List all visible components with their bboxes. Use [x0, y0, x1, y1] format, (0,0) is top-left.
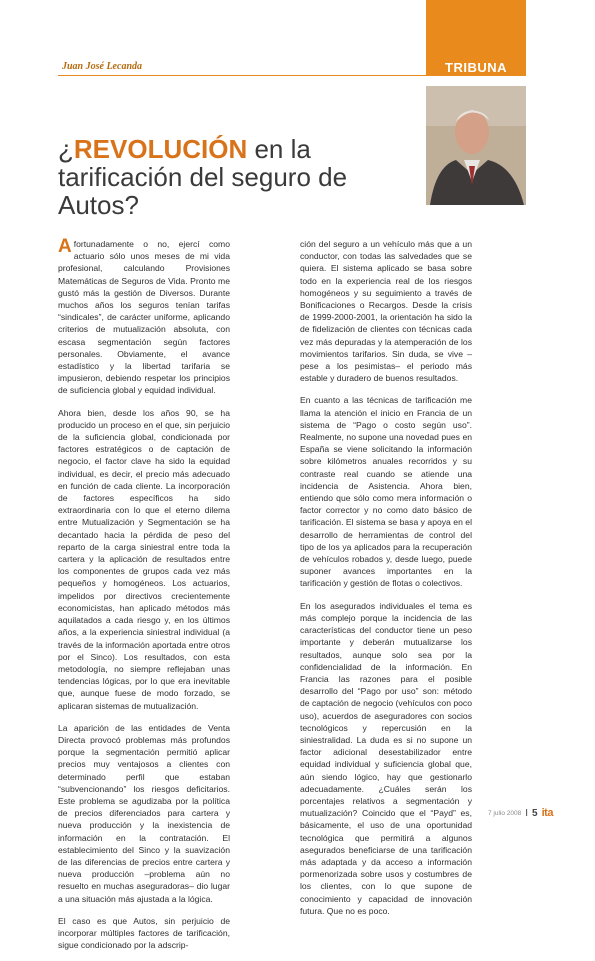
title-prefix: ¿	[58, 134, 74, 165]
title-highlight: REVOLUCIÓN	[73, 134, 248, 165]
paragraph: ción del seguro a un vehículo más que a un conductor, con todas las salvedades que se quiera. El sistema aplicado se basa sobre todo en la experiencia real de los riesgos homogéneos y su seguimiento a través de Bonificaciones o Recargos. Desde la crisis de 1999-2000-2001, la orientación ha sido la de fidelización de clientes con técnicas cada vez más depuradas y la atemperación de los movimientos tarifarios. Sin duda, se vive –pese a los pesimistas– el periodo más estable y duradero de buenos resultados.	[300, 239, 472, 384]
paragraph: Ahora bien, desde los años 90, se ha producido un proceso en el que, sin perjuicio de la suficiencia global, condicionada por factores estratégicos o de captación de negocio, el factor clave ha sido la equidad individual, es decir, el precio más adecuado en función de cada cliente. La incorporación de factores específicos ha sido extraordinaria con lo que el eterno dilema entre Mutualización y Segmentación se ha decantado hacia la pérdida de peso del reparto de la carga siniestral entre toda la cartera y la aplicación de resultados entre los componentes de grupos cada vez más pequeños y homogéneos. Los actuarios, impelidos por directivos crecientemente economicistas, han aplicado métodos más aquilatados a cada riesgo y, en los últimos años, a la experiencia siniestral individual (a través de la información aportada entre otros por el Sinco). Los resultados, con esta metodología, no siempre reflejaban unas tendencias lógicas, por lo que era inevitable que, aunque fuese de modo forzado, se aplicaran sistemas de mutualización.	[58, 407, 230, 711]
article-title	[58, 135, 388, 219]
page-footer	[488, 807, 553, 819]
paragraph: En los asegurados individuales el tema es más complejo porque la incidencia de las características del conductor tiene un peso importante y deberán mutualizarse los resultados, aunque solo sea por la confidencialidad de la información. En Francia las razones para el posible desarrollo del “Pago por uso” son: método de captación de negocio (vehículos con poco uso), acuerdos de aseguradores con socios tecnológicos y repercusión en la siniestralidad. La duda es si no supone un factor adicional desestabilizador entre equidad individual y suficiencia global que, aún siendo lógico, hay que gestionarlo adecuadamente. ¿Cuáles serán los porcentajes relativos a segmentación y mutualización? Coincido que el “Payd” es, básicamente, el uso de una oportunidad tecnológica que permitirá a algunos asegurados beneficiarse de una tarificación más adaptada y da acceso a información pormenorizada sobre usos y costumbres de los clientes, con lo que supone de conocimiento y capacidad de innovación futura. Que no es poco.	[300, 600, 472, 916]
issue-date: 7 julio 2008	[488, 809, 522, 817]
page-number: 5	[532, 807, 538, 819]
drop-cap: A	[58, 236, 72, 257]
article-column-2	[300, 238, 472, 927]
magazine-logo: ita	[541, 807, 553, 819]
paragraph: Afortunadamente o no, ejercí como actuario sólo unos meses de mi vida profesional, calculando Provisiones Matemáticas de Seguros de Vida. Pronto me gustó más la gestión de Diversos. Durante muchos años los seguros tenían tarifas “sindicales”, de carácter uniforme, aplicando criterios de mutualización absoluta, con escasa segmentación según factores personales. Obviamente, el avance estadístico y la libertad tarifaria se impusieron, debiendo respetar los principios de suficiencia global y equidad individual.	[58, 236, 230, 396]
section-label: TRIBUNA	[445, 59, 507, 75]
footer-separator: I	[525, 807, 529, 819]
article-column-1	[58, 238, 230, 961]
portrait-image	[426, 86, 526, 205]
author-name: Juan José Lecanda	[62, 61, 142, 72]
author-photo	[426, 86, 526, 205]
paragraph: En cuanto a las técnicas de tarificación me llama la atención el inicio en Francia de un sistema de “Pago o costo según uso”. Realmente, no supone una novedad pues en España se viene solicitando la información sobre kilómetros anuales recorridos y su contraste real cuando se atiende una incidencia de Asistencia. Ahora bien, entiendo que sólo como mera información o factor corrector y no como dato básico de tarificación. El sistema se basa y apoya en el desarrollo de herramientas de control del tipo de los ya aplicados para la recuperación de vehículos robados y, desde luego, puede suponer avances importantes en la tarificación y gestión de flotas o colectivos.	[300, 395, 472, 589]
paragraph: El caso es que Autos, sin perjuicio de incorporar múltiples factores de tarificación, sigue condicionado por la adscrip-	[58, 915, 230, 951]
paragraph: La aparición de las entidades de Venta Directa provocó problemas más profundos porque la segmentación permitió aplicar precios muy ventajosos a clientes con determinado perfil que estaban “subvencionando” los riesgos deficitarios. Este problema se agudizaba por la política de precios diferenciados para cartera y nueva producción y la inexistencia de información en la contratación. El establecimiento del Sinco y la suavización de las diferencias de precios entre cartera y nueva producción –problema aún no resuelto en muchas aseguradoras– dio lugar a una situación más ajustada a la lógica.	[58, 722, 230, 904]
title-rest: en la tarificación del seguro de Autos?	[58, 134, 348, 221]
